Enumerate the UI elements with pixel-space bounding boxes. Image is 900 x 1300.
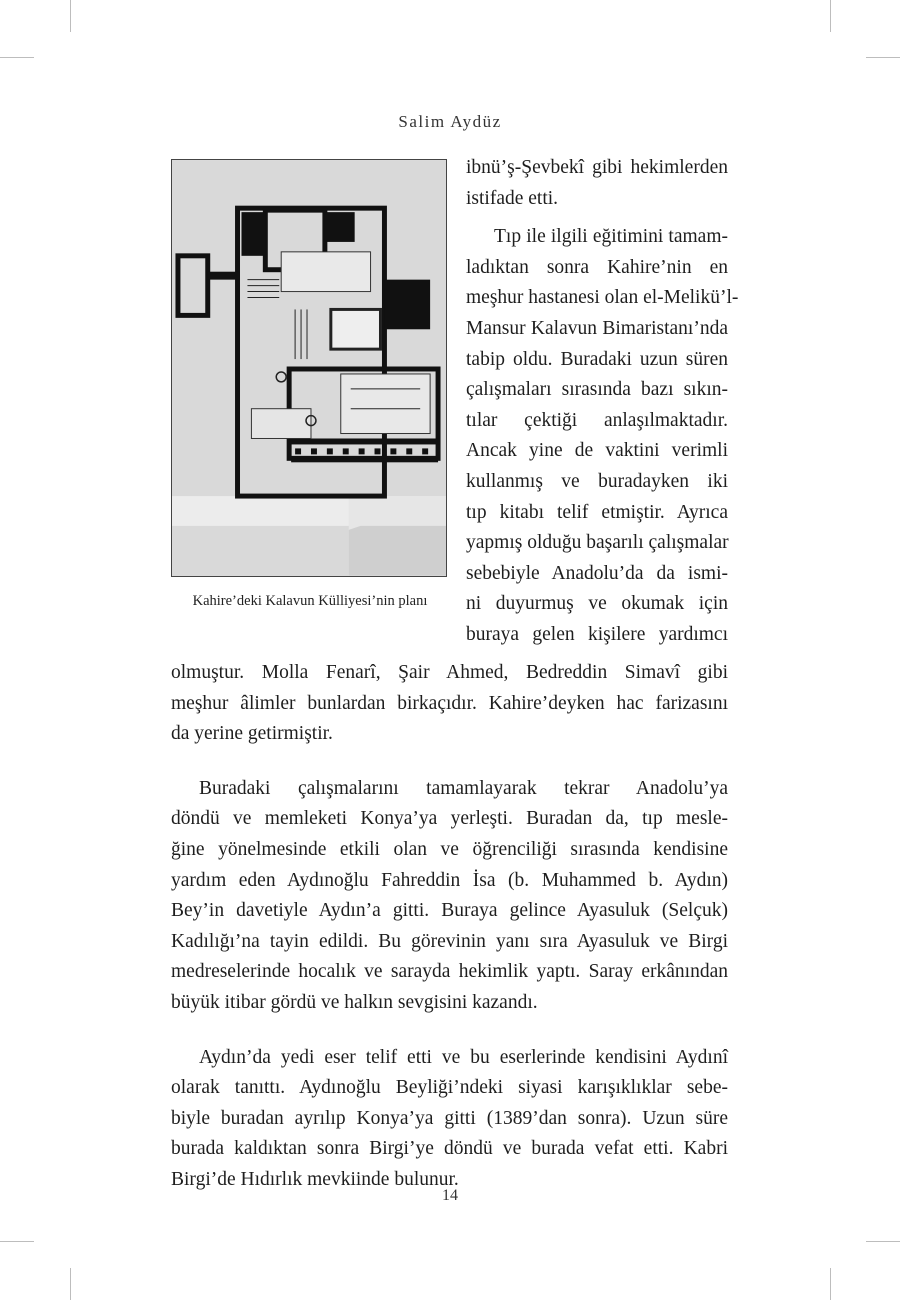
- crop-mark: [830, 0, 831, 32]
- text-line: yapmış olduğu başarılı çalışmalar: [466, 532, 729, 554]
- text-line: büyük itibar gördü ve halkın sevgisini kazandı.: [171, 991, 538, 1013]
- text-line: ladıktan sonra Kahire’nin en: [466, 256, 728, 278]
- crop-mark: [866, 1241, 900, 1242]
- text-line: döndü ve memleketi Konya’ya yerleşti. Buradan da, tıp mesle-: [171, 808, 728, 830]
- text-line: tılar çektiği anlaşılmaktadır.: [466, 409, 728, 431]
- text-line: Bey’in davetiyle Aydın’a gitti. Buraya gelince Ayasuluk (Selçuk): [171, 900, 728, 922]
- body-text: [171, 650, 728, 1204]
- text-line: buraya gelen kişilere yardımcı: [466, 623, 728, 645]
- running-header: Salim Aydüz: [398, 112, 502, 131]
- text-line: olmuştur. Molla Fenarî, Şair Ahmed, Bedreddin Simavî gibi: [171, 662, 728, 683]
- crop-mark: [866, 57, 900, 58]
- text-line: sebebiyle Anadolu’da da ismi-: [466, 562, 728, 584]
- text-line: ibnü’ş-Şevbekî gibi hekimlerden: [466, 157, 728, 178]
- side-column: [466, 153, 739, 651]
- text-line: da yerine getirmiştir.: [171, 723, 333, 745]
- crop-mark: [70, 0, 71, 32]
- text-line: Buradaki çalışmalarını tamamlayarak tekrar Anadolu’ya: [199, 777, 728, 799]
- text-line: kullanmış ve buradayken iki: [466, 470, 728, 492]
- text-line: meşhur hastanesi olan el-Melikü’l-: [466, 287, 739, 309]
- text-line: istifade etti.: [466, 187, 559, 209]
- text-line: biyle buradan ayrılıp Konya’ya gitti (1389’dan sonra). Uzun süre: [171, 1107, 728, 1129]
- text-line: ni duyurmuş ve okumak için: [466, 593, 728, 615]
- text-line: tabip oldu. Buradaki uzun süren: [466, 348, 728, 370]
- text-line: tıp kitabı telif etmiştir. Ayrıca: [466, 501, 728, 523]
- text-line: medreselerinde hocalık ve sarayda hekimlik yaptı. Saray erkânından: [171, 961, 728, 983]
- text-line: çalışmaları sırasında bazı sıkın-: [466, 379, 728, 401]
- crop-mark: [70, 1268, 71, 1300]
- page-number: 14: [442, 1187, 458, 1204]
- text-line: Aydın’da yedi eser telif etti ve bu eserlerinde kendisini Aydınî: [199, 1046, 728, 1068]
- text-line: olarak tanıttı. Aydınoğlu Beyliği’ndeki siyasi karışıklıklar sebe-: [171, 1077, 728, 1099]
- crop-mark: [830, 1268, 831, 1300]
- text-line: meşhur âlimler bunlardan birkaçıdır. Kahire’deyken hac farizasını: [171, 692, 728, 714]
- text-line: Mansur Kalavun Bimaristanı’nda: [466, 317, 728, 339]
- floor-plan-image: [172, 160, 446, 576]
- text-line: burada kaldıktan sonra Birgi’ye döndü ve burada vefat etti. Kabri: [171, 1138, 728, 1160]
- text-line: ğine yönelmesinde etkili olan ve öğrenciliği sırasında kendisine: [171, 838, 728, 860]
- crop-mark: [0, 1241, 34, 1242]
- floor-plan-figure: [171, 159, 447, 577]
- text-line: Birgi’de Hıdırlık mevkiinde bulunur.: [171, 1168, 459, 1190]
- crop-mark: [0, 57, 34, 58]
- text-line: yardım eden Aydınoğlu Fahreddin İsa (b. Muhammed b. Aydın): [171, 869, 728, 891]
- text-line: Kadılığı’na tayin edildi. Bu görevinin yanı sıra Ayasuluk ve Birgi: [171, 930, 728, 952]
- text-line: Tıp ile ilgili eğitimini tamam-: [494, 226, 728, 248]
- figure-caption: Kahire’deki Kalavun Külliyesi’nin planı: [192, 593, 428, 609]
- text-line: Ancak yine de vaktini verimli: [466, 440, 728, 462]
